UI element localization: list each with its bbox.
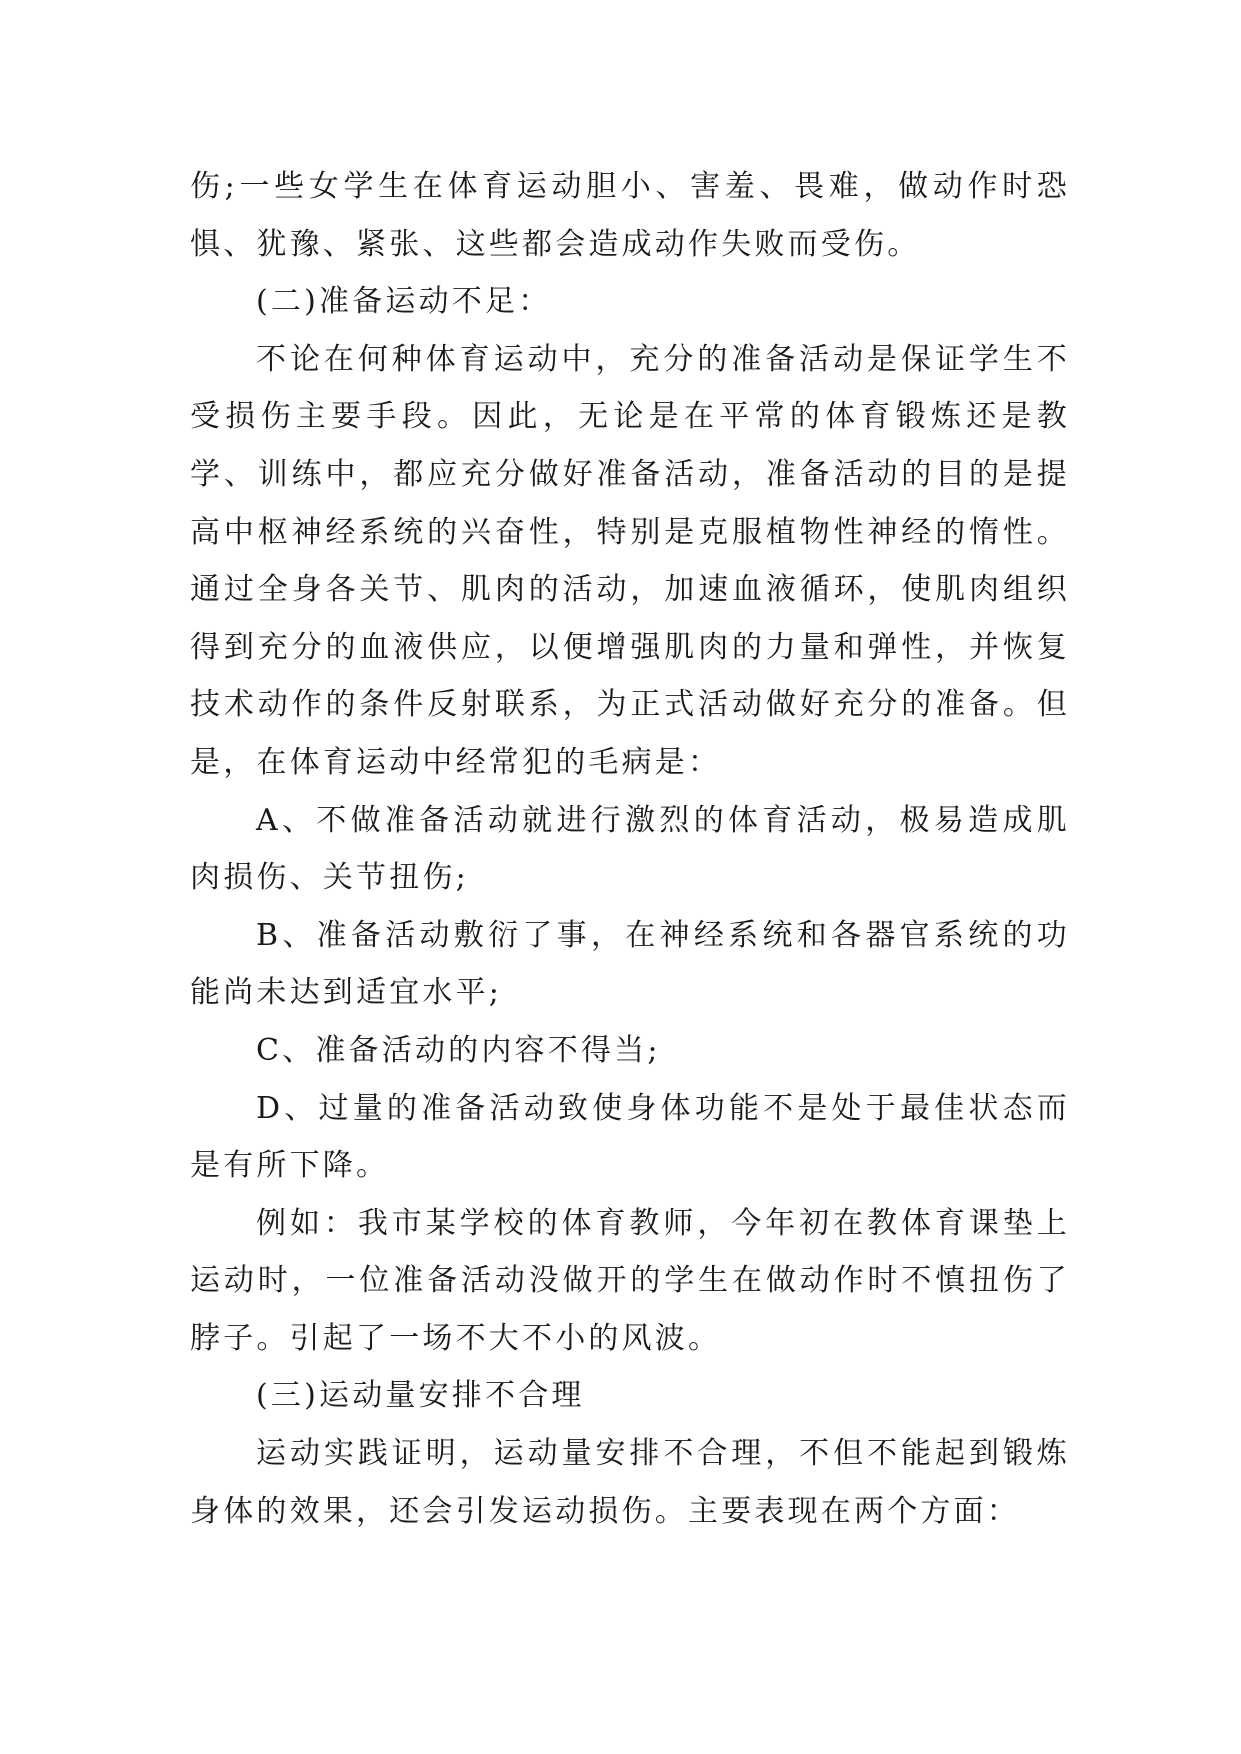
list-item-d: D、过量的准备活动致使身体功能不是处于最佳状态而是有所下降。 [190, 1090, 1070, 1184]
section-heading-3: (三)运动量安排不合理 [256, 1378, 585, 1414]
paragraph-example: 例如：我市某学校的体育教师，今年初在教体育课垫上运动时，一位准备活动没做开的学生在做动作时不慎扭伤了脖子。引起了一场不大不小的风波。 [190, 1205, 1070, 1356]
paragraph-continuation: 伤;一些女学生在体育运动胆小、害羞、畏难，做动作时恐惧、犹豫、紧张、这些都会造成动作失败而受伤。 [190, 169, 1070, 262]
list-item-a: A、不做准备活动就进行激烈的体育活动，极易造成肌肉损伤、关节扭伤; [190, 802, 1070, 896]
document-body [190, 158, 1070, 1540]
section-heading-2: (二)准备运动不足： [256, 284, 552, 320]
paragraph-workload: 运动实践证明，运动量安排不合理，不但不能起到锻炼身体的效果，还会引发运动损伤。主要表现在两个方面： [190, 1436, 1070, 1529]
paragraph-warmup-purpose: 不论在何种体育运动中，充分的准备活动是保证学生不受损伤主要手段。因此，无论是在平常的体育锻炼还是教学、训练中，都应充分做好准备活动，准备活动的目的是提高中枢神经系统的兴奋性，特别是克服植物性神经的惰性。通过全身各关节、肌肉的活动，加速血液循环，使肌肉组织得到充分的血液供应，以便增强肌肉的力量和弹性，并恢复技术动作的条件反射联系，为正式活动做好充分的准备。但是，在体育运动中经常犯的毛病是： [190, 341, 1070, 780]
list-item-c: C、准备活动的内容不得当; [256, 1032, 661, 1068]
list-item-b: B、准备活动敷衍了事，在神经系统和各器官系统的功能尚未达到适宜水平; [190, 917, 1070, 1011]
